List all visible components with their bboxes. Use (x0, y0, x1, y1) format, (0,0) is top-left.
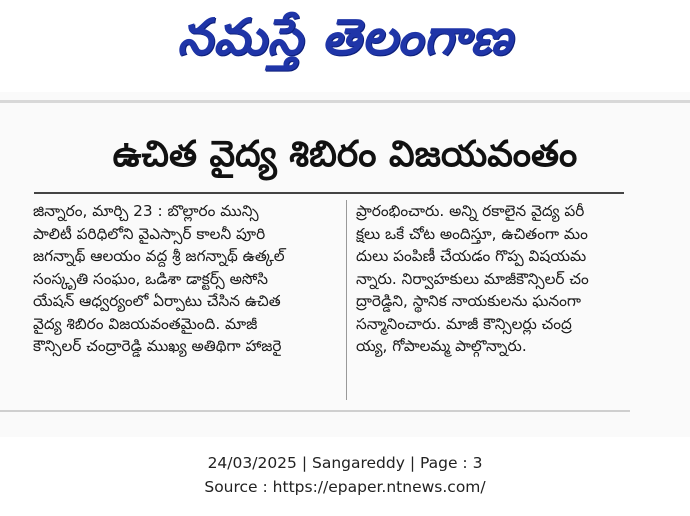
masthead (0, 0, 690, 92)
article-right-column (356, 200, 646, 358)
article-line: న్నారు. నిర్వాహకులు మాజీకౌన్సిలర్ చం (356, 269, 589, 288)
source-footer (0, 451, 690, 499)
article-headline: ఉచిత వైద్య శిబిరం విజయవంతం (112, 134, 578, 175)
article-line: యేషన్ ఆధ్వర్యంలో ఏర్పాటు చేసిన ఉచిత (33, 292, 281, 310)
news-clipping (0, 92, 690, 437)
date-edition-line: 24/03/2025 | Sangareddy | Page : 3 (207, 454, 483, 472)
article-line: ద్రారెడ్డిని, స్థానిక నాయకులను ఘనంగా (356, 292, 581, 310)
clipping-bottom-rule (0, 410, 630, 412)
article-line: వైద్య శిబిరం విజయవంతమైంది. మాజీ (33, 314, 258, 333)
column-divider (346, 200, 347, 400)
article-line: సంస్కృతి సంఘం, ఒడిశా డాక్టర్స్ అసోసి (33, 269, 268, 288)
newspaper-logo: నమస్తే తెలంగాణ (177, 8, 513, 66)
article-left-column (33, 200, 333, 358)
source-url-line[interactable]: Source : https://epaper.ntnews.com/ (204, 478, 486, 496)
article-line: జిన్నారం, మార్చి 23 : బొల్లారం మున్సి (33, 202, 259, 220)
article-line: ప్రారంభించారు. అన్ని రకాలైన వైద్య పరీ (356, 202, 585, 220)
article-line: సన్మానించారు. మాజీ కౌన్సిలర్లు చంద్ర (356, 314, 572, 333)
headline-rule (34, 192, 624, 194)
article-line: పాలిటీ పరిధిలోని వైఎస్సార్ కాలనీ పూరి (33, 224, 266, 243)
clipping-top-edge (0, 100, 690, 103)
article-line: దులు పంపిణీ చేయడం గొప్ప విషయమ (356, 247, 587, 265)
article-line: క్షలు ఒకే చోట అందిస్తూ, ఉచితంగా మం (356, 224, 588, 243)
article-line: జగన్నాథ్ ఆలయం వద్ద శ్రీ జగన్నాథ్ ఉత్కల్ (33, 247, 285, 265)
article-line: య్య, గోపాలమ్మ పాల్గొన్నారు. (356, 337, 527, 355)
article-line: కౌన్సిలర్ చంద్రారెడ్డి ముఖ్య అతిథిగా హాజరై (33, 337, 282, 355)
